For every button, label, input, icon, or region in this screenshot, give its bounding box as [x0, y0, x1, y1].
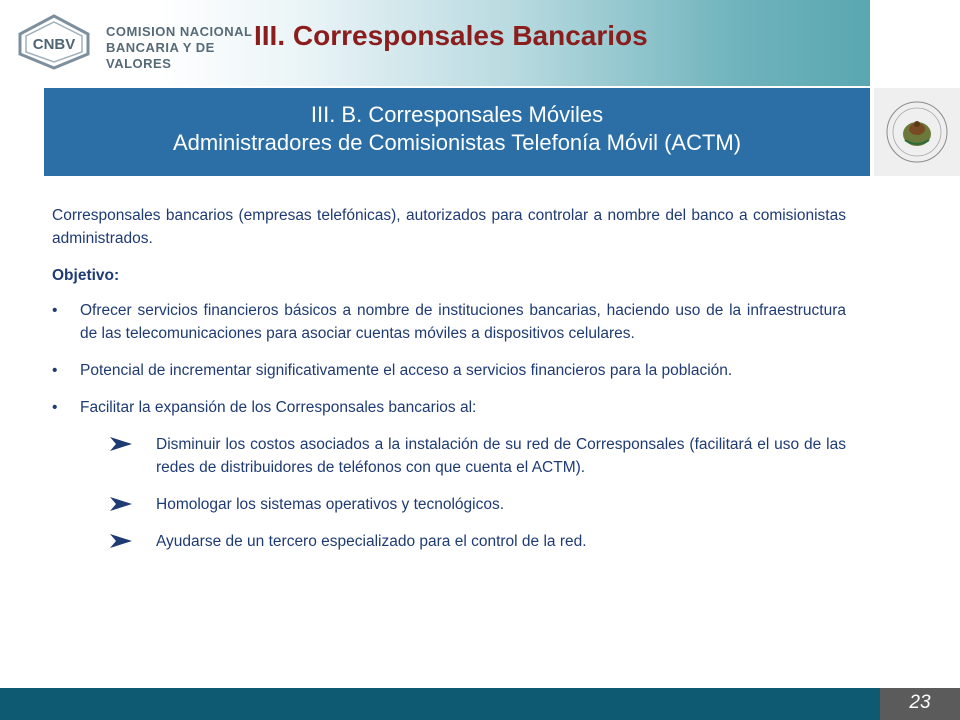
- logo-line1: COMISION NACIONAL: [106, 24, 253, 39]
- bullet-item: [52, 359, 846, 382]
- sub-bullet-text: Ayudarse de un tercero especializado para el control de la red.: [156, 533, 587, 550]
- bullet-text: Potencial de incrementar significativamente el acceso a servicios financieros para la población.: [80, 362, 733, 379]
- bullet-text: Facilitar la expansión de los Corresponsales bancarios al:: [80, 399, 477, 416]
- bullet-item: [52, 299, 846, 345]
- cnbv-logo: [14, 14, 264, 70]
- page-number: 23: [880, 688, 960, 720]
- subtitle-bar: [44, 88, 870, 176]
- arrow-bullet-icon: [110, 534, 132, 548]
- sub-bullet-item: [52, 530, 846, 553]
- bullet-dot: •: [52, 399, 58, 416]
- subtitle-line1: III. B. Corresponsales Móviles: [310, 102, 604, 127]
- subtitle-line2: Administradores de Comisionistas Telefonía Móvil (ACTM): [172, 130, 742, 155]
- bullet-item: [52, 396, 846, 419]
- bullet-dot: •: [52, 302, 58, 319]
- content: [52, 204, 846, 567]
- seal-box: [874, 88, 960, 176]
- mexico-seal-icon: [874, 88, 960, 176]
- logo-line2: BANCARIA Y DE VALORES: [106, 40, 215, 71]
- logo-text: [106, 24, 264, 72]
- page-title: III. Corresponsales Bancarios: [254, 20, 648, 51]
- sub-bullet-item: [52, 493, 846, 516]
- bullet-dot: •: [52, 362, 58, 379]
- intro-paragraph: Corresponsales bancarios (empresas telefónicas), autorizados para controlar a nombre del banco a comisionistas administrados.: [52, 207, 846, 247]
- footer-band: [0, 688, 880, 720]
- sub-bullet-text: Homologar los sistemas operativos y tecnológicos.: [156, 496, 505, 513]
- sub-bullet-item: [52, 433, 846, 479]
- cnbv-logo-icon: [14, 14, 94, 70]
- arrow-bullet-icon: [110, 437, 132, 451]
- logo-abbr: CNBV: [32, 36, 76, 53]
- objective-label: Objetivo:: [52, 267, 120, 284]
- sub-bullet-text: Disminuir los costos asociados a la instalación de su red de Corresponsales (facilitará el uso de las redes de distribuidores de teléfonos con que cuenta el ACTM).: [156, 436, 846, 476]
- arrow-bullet-icon: [110, 497, 132, 511]
- bullet-text: Ofrecer servicios financieros básicos a nombre de instituciones bancarias, haciendo uso de la infraestructura de las telecomunicaciones para asociar cuentas móviles a dispositivos celulares.: [80, 302, 846, 342]
